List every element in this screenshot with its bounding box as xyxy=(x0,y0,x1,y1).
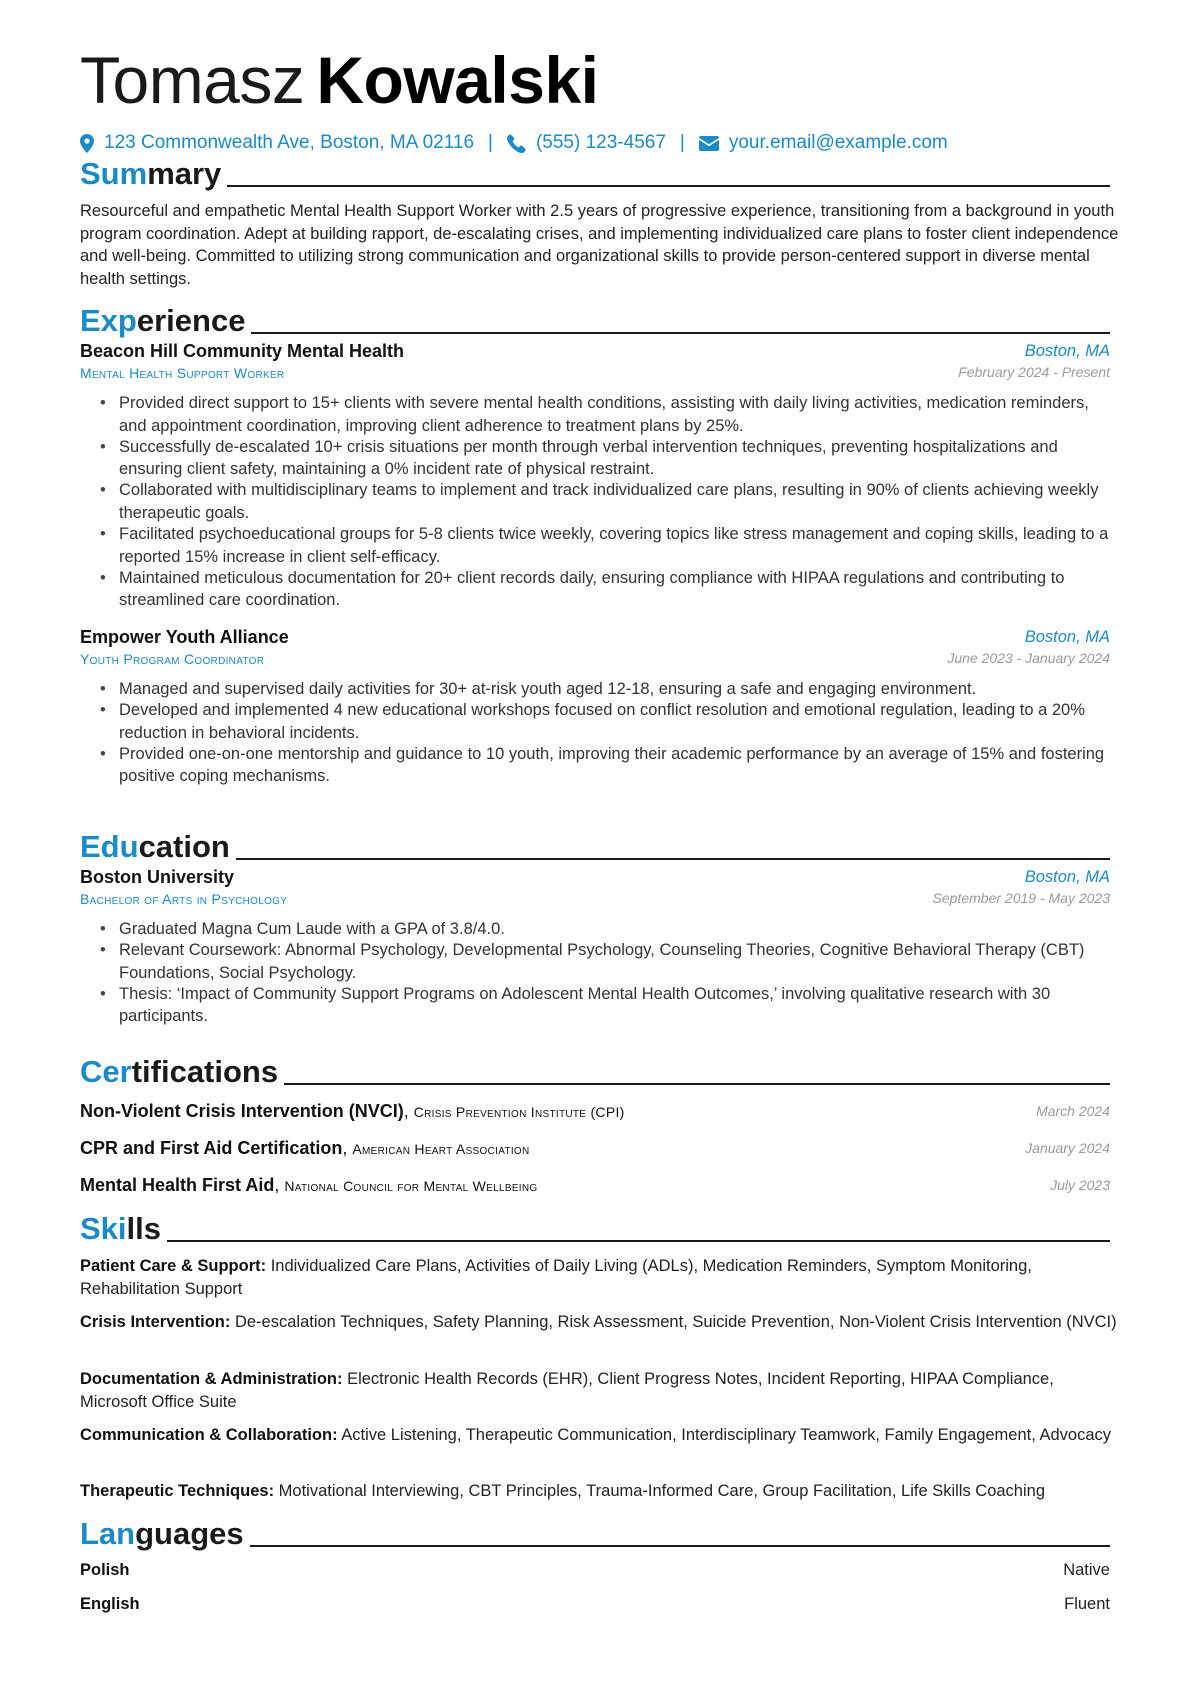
school-name: Boston University xyxy=(80,867,235,887)
section-education-heading xyxy=(80,826,1110,866)
skill-row: Patient Care & Support: Individualized Care Plans, Activities of Daily Living (ADLs), Medication Reminders, Symptom Monitoring, Rehabilitation Support xyxy=(80,1257,1032,1298)
section-title: Education xyxy=(80,829,230,864)
language-level: Fluent xyxy=(1064,1595,1110,1613)
section-experience-heading xyxy=(80,300,1110,340)
skill-row: Crisis Intervention: De-escalation Techniques, Safety Planning, Risk Assessment, Suicide Prevention, Non-Violent Crisis Intervention (NVCI) xyxy=(80,1313,1117,1331)
section-title: Languages xyxy=(80,1516,244,1551)
last-name: Kowalski xyxy=(316,43,599,117)
section-title: Summary xyxy=(80,156,222,191)
education-bullets xyxy=(100,918,1110,1026)
bullet-item: • Relevant Coursework: Abnormal Psychology, Developmental Psychology, Counseling Theories, Cognitive Behavioral Therapy (CBT) Foundations, Social Psychology. xyxy=(100,939,1110,984)
job-organization: Empower Youth Alliance xyxy=(80,627,289,647)
degree: Bachelor of Arts in Psychology xyxy=(80,891,288,907)
skill-row: Therapeutic Techniques: Motivational Interviewing, CBT Principles, Trauma-Informed Care, Group Facilitation, Life Skills Coaching xyxy=(80,1482,1046,1500)
contact-separator: | xyxy=(488,132,493,153)
summary-text: Resourceful and empathetic Mental Health Support Worker with 2.5 years of progressive experience, transitioning from a background in youth program coordination. Adept at building rapport, de-escalating crises, and implementing individualized care plans to foster client independence and well-being. Committed to utilizing strong communication and organizational skills to provide person-centered support in diverse mental health settings. xyxy=(80,202,1119,288)
section-certifications-heading xyxy=(80,1051,1110,1091)
language-level: Native xyxy=(1063,1561,1110,1579)
job-role: Youth Program Coordinator xyxy=(80,651,265,667)
job-role: Mental Health Support Worker xyxy=(80,365,285,381)
job-bullets xyxy=(100,392,1110,610)
envelope-icon xyxy=(699,136,719,151)
bullet-item: • Provided one-on-one mentorship and guidance to 10 youth, improving their academic performance by an average of 15% and fostering positive coping mechanisms. xyxy=(100,743,1110,788)
section-skills-heading xyxy=(80,1208,1110,1248)
section-languages-heading xyxy=(80,1513,1110,1553)
section-title: Experience xyxy=(80,303,246,338)
bullet-item: • Collaborated with multidisciplinary teams to implement and track individualized care plans, resulting in 90% of clients achieving weekly therapeutic goals. xyxy=(100,479,1110,524)
section-title: Certifications xyxy=(80,1054,279,1089)
job-bullets xyxy=(100,678,1110,786)
certification-date: January 2024 xyxy=(1025,1140,1110,1156)
bullet-item: • Managed and supervised daily activities for 30+ at-risk youth aged 12-18, ensuring a safe and engaging environment. xyxy=(100,678,1110,701)
school-location: Boston, MA xyxy=(1024,868,1110,886)
contact-bar xyxy=(80,132,948,154)
contact-separator: | xyxy=(679,132,685,153)
section-rule xyxy=(250,1545,1110,1547)
certification-date: March 2024 xyxy=(1036,1103,1110,1119)
section-title: Skills xyxy=(80,1211,161,1246)
certification-item: CPR and First Aid Certification, American Heart Association xyxy=(80,1138,530,1158)
first-name: Tomasz xyxy=(80,43,305,117)
section-rule xyxy=(167,1240,1110,1242)
job-organization: Beacon Hill Community Mental Health xyxy=(80,341,405,361)
section-rule xyxy=(236,858,1110,860)
bullet-item: • Graduated Magna Cum Laude with a GPA of 3.8/4.0. xyxy=(100,918,1110,941)
contact-phone[interactable] xyxy=(507,132,666,154)
education-dates: September 2019 - May 2023 xyxy=(932,890,1110,906)
contact-address xyxy=(80,132,474,154)
language-name: Polish xyxy=(80,1561,130,1579)
section-rule xyxy=(251,332,1110,334)
bullet-item: • Provided direct support to 15+ clients with severe mental health conditions, assisting with daily living activities, medication reminders, and appointment coordination, improving client adherence to treatment plans by 25%. xyxy=(100,392,1110,437)
skill-row: Documentation & Administration: Electronic Health Records (EHR), Client Progress Notes, Incident Reporting, HIPAA Compliance, Microsoft Office Suite xyxy=(80,1370,1054,1411)
section-summary-heading xyxy=(80,153,1110,193)
bullet-item: • Maintained meticulous documentation for 20+ client records daily, ensuring compliance with HIPAA regulations and contributing to streamlined care coordination. xyxy=(100,567,1110,612)
phone-icon xyxy=(507,134,526,153)
bullet-item: • Successfully de-escalated 10+ crisis situations per month through verbal intervention techniques, preventing hospitalizations and ensuring client safety, maintaining a 0% incident rate of physical restraint. xyxy=(100,436,1110,481)
certification-item: Mental Health First Aid, National Council for Mental Wellbeing xyxy=(80,1175,538,1195)
language-name: English xyxy=(80,1595,140,1613)
bullet-item: • Developed and implemented 4 new educational workshops focused on conflict resolution and emotional regulation, leading to a 20% reduction in behavioral incidents. xyxy=(100,699,1110,744)
contact-email[interactable] xyxy=(699,132,948,154)
address-text: 123 Commonwealth Ave, Boston, MA 02116 xyxy=(104,132,475,153)
job-dates: June 2023 - January 2024 xyxy=(947,650,1110,666)
job-dates: February 2024 - Present xyxy=(958,364,1110,380)
section-rule xyxy=(284,1083,1110,1085)
certification-date: July 2023 xyxy=(1050,1177,1110,1193)
bullet-item: • Facilitated psychoeducational groups for 5-8 clients twice weekly, covering topics like stress management and coping skills, leading to a reported 15% increase in client self-efficacy. xyxy=(100,523,1110,568)
map-pin-icon xyxy=(80,134,94,153)
candidate-name xyxy=(80,38,599,122)
skill-row: Communication & Collaboration: Active Listening, Therapeutic Communication, Interdisciplinary Teamwork, Family Engagement, Advocacy xyxy=(80,1426,1112,1444)
certification-item: Non-Violent Crisis Intervention (NVCI), Crisis Prevention Institute (CPI) xyxy=(80,1101,625,1121)
email-link[interactable]: your.email@example.com xyxy=(728,132,948,153)
section-rule xyxy=(227,185,1110,187)
job-location: Boston, MA xyxy=(1024,628,1110,646)
phone-text[interactable]: (555) 123-4567 xyxy=(535,132,666,153)
job-location: Boston, MA xyxy=(1024,342,1110,360)
bullet-item: • Thesis: ‘Impact of Community Support Programs on Adolescent Mental Health Outcomes,’ involving qualitative research with 30 participants. xyxy=(100,983,1110,1028)
